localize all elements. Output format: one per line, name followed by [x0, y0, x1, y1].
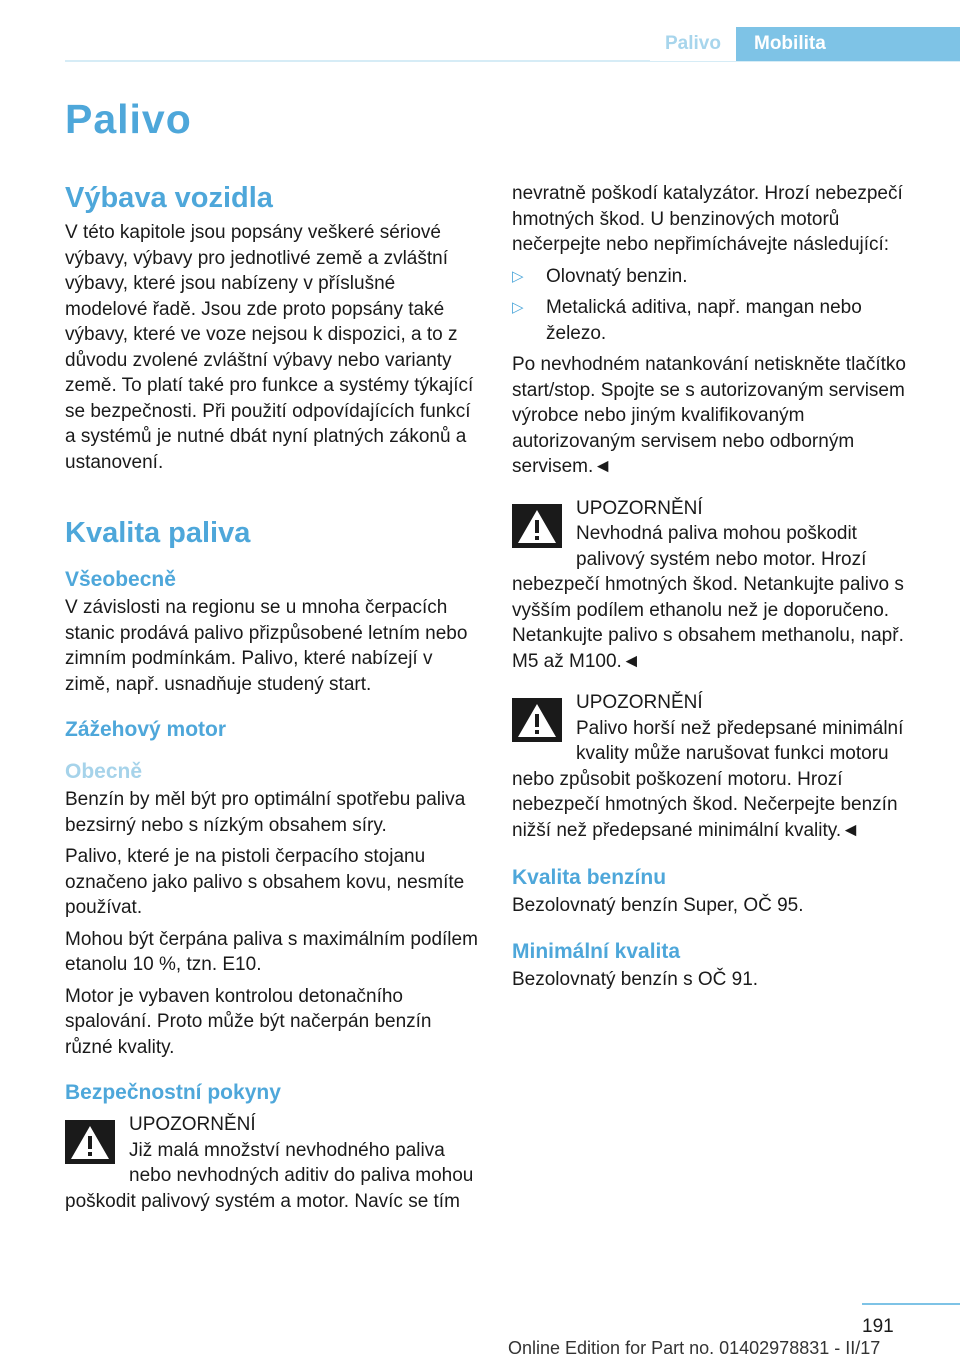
- paragraph-po-natankovani: Po nevhodném natankování netiskněte tlačítko start/stop. Spojte se s autorizovaným servisem výrobce nebo jiným kvalifikovaným autorizovaným servisem nebo odborným servisem.◄: [512, 354, 906, 477]
- left-column: [65, 178, 480, 1214]
- heading-vybava-vozidla: Výbava vozidla: [65, 182, 273, 214]
- paragraph-minimalni-kvalita: Bezolovnatý benzín s OČ 91.: [512, 968, 759, 990]
- page-number: 191: [862, 1316, 894, 1337]
- paragraph-continuation: nevratně poškodí katalyzátor. Hrozí nebezpečí hmotných škod. U benzinových motorů nečerpejte nebo nepřimíchávejte následující:: [512, 183, 903, 255]
- heading-obecne: Obecně: [65, 760, 143, 783]
- warning-block-1: [65, 1112, 480, 1214]
- right-column: [512, 181, 927, 998]
- warning-title-3: UPOZORNĚNÍ: [576, 692, 703, 713]
- list-item: [512, 264, 927, 290]
- heading-minimalni-kvalita: Minimální kvalita: [512, 939, 681, 963]
- bullet-text-2: Metalická aditiva, např. mangan nebo železo.: [546, 297, 862, 344]
- header-tab-palivo[interactable]: Palivo: [650, 27, 736, 61]
- paragraph-obecne-3: Mohou být čerpána paliva s maximálním podílem etanolu 10 %, tzn. E10.: [65, 928, 478, 975]
- heading-kvalita-paliva: Kvalita paliva: [65, 517, 251, 549]
- header-tab-mobilita[interactable]: Mobilita: [736, 27, 960, 61]
- warning-block-2: [512, 496, 927, 675]
- edition-note: Online Edition for Part no. 01402978831 - II/17: [508, 1338, 881, 1358]
- triangle-bullet-icon: ▷: [512, 267, 524, 285]
- heading-bezpecnostni-pokyny: Bezpečnostní pokyny: [65, 1081, 281, 1104]
- paragraph-vybava: V této kapitole jsou popsány veškeré sériové výbavy, výbavy pro jednotlivé země a zvláštní výbavy, které jsou nabízeny v příslušné modelové řadě. Jsou zde proto popsány také výbavy, které ve voze nejsou k dispozici, a to z důvodu zvolené zvláštní výbavy nebo varianty země. To platí také pro funkce a systémy týkající se bezpečnosti. Při použití odpovídajících funkcí a systémů je nutné dbát nyní platných zákonů a ustanovení.: [65, 222, 474, 473]
- heading-vseobecne: Všeobecně: [65, 568, 176, 591]
- warning-text-1: Již malá množství nevhodného paliva nebo nevhodných aditiv do paliva mohou poškodit palivový systém a motor. Navíc se tím: [65, 1139, 474, 1212]
- list-item: [512, 295, 927, 346]
- footer-rule: [862, 1303, 960, 1305]
- warning-icon: [512, 698, 562, 742]
- paragraph-obecne-2: Palivo, které je na pistoli čerpacího stojanu označeno jako palivo s obsahem kovu, nesmíte používat.: [65, 846, 465, 918]
- bullet-list: [512, 264, 927, 347]
- heading-zazehovy-motor: Zážehový motor: [65, 718, 227, 741]
- bullet-text-1: Olovnatý benzin.: [546, 265, 688, 287]
- paragraph-kvalita-benzinu: Bezolovnatý benzín Super, OČ 95.: [512, 895, 804, 916]
- warning-title-2: UPOZORNĚNÍ: [576, 497, 703, 519]
- warning-icon: [65, 1120, 115, 1164]
- warning-icon: [512, 504, 562, 548]
- warning-title-1: UPOZORNĚNÍ: [129, 1114, 256, 1135]
- warning-text-2: Nevhodná paliva mohou poškodit palivový systém nebo motor. Hrozí nebezpečí hmotných škod. Netankujte palivo s vyšším podílem ethanolu než je doporučeno. Netankujte palivo s obsahem methanolu, např. M5 až M100.◄: [512, 523, 904, 672]
- warning-text-3: Palivo horší než předepsané minimální kvality může narušovat funkci motoru nebo způsobit poškození motoru. Hrozí nebezpečí hmotných škod. Nečerpejte benzín nižší než předepsané minimální kvality.◄: [512, 717, 904, 841]
- page-title: Palivo: [65, 96, 192, 142]
- triangle-bullet-icon: ▷: [512, 299, 524, 316]
- heading-kvalita-benzinu: Kvalita benzínu: [512, 866, 667, 889]
- paragraph-obecne-4: Motor je vybaven kontrolou detonačního spalování. Proto může být načerpán benzín různé kvality.: [65, 985, 432, 1058]
- warning-block-3: [512, 690, 927, 843]
- paragraph-vseobecne: V závislosti na regionu se u mnoha čerpacích stanic prodává palivo přizpůsobené letním nebo zimním podmínkám. Palivo, které nabízejí v zimě, např. usnadňuje studený start.: [65, 597, 468, 695]
- paragraph-obecne-1: Benzín by měl být pro optimální spotřebu paliva bezsirný nebo s nízkým obsahem síry.: [65, 789, 466, 836]
